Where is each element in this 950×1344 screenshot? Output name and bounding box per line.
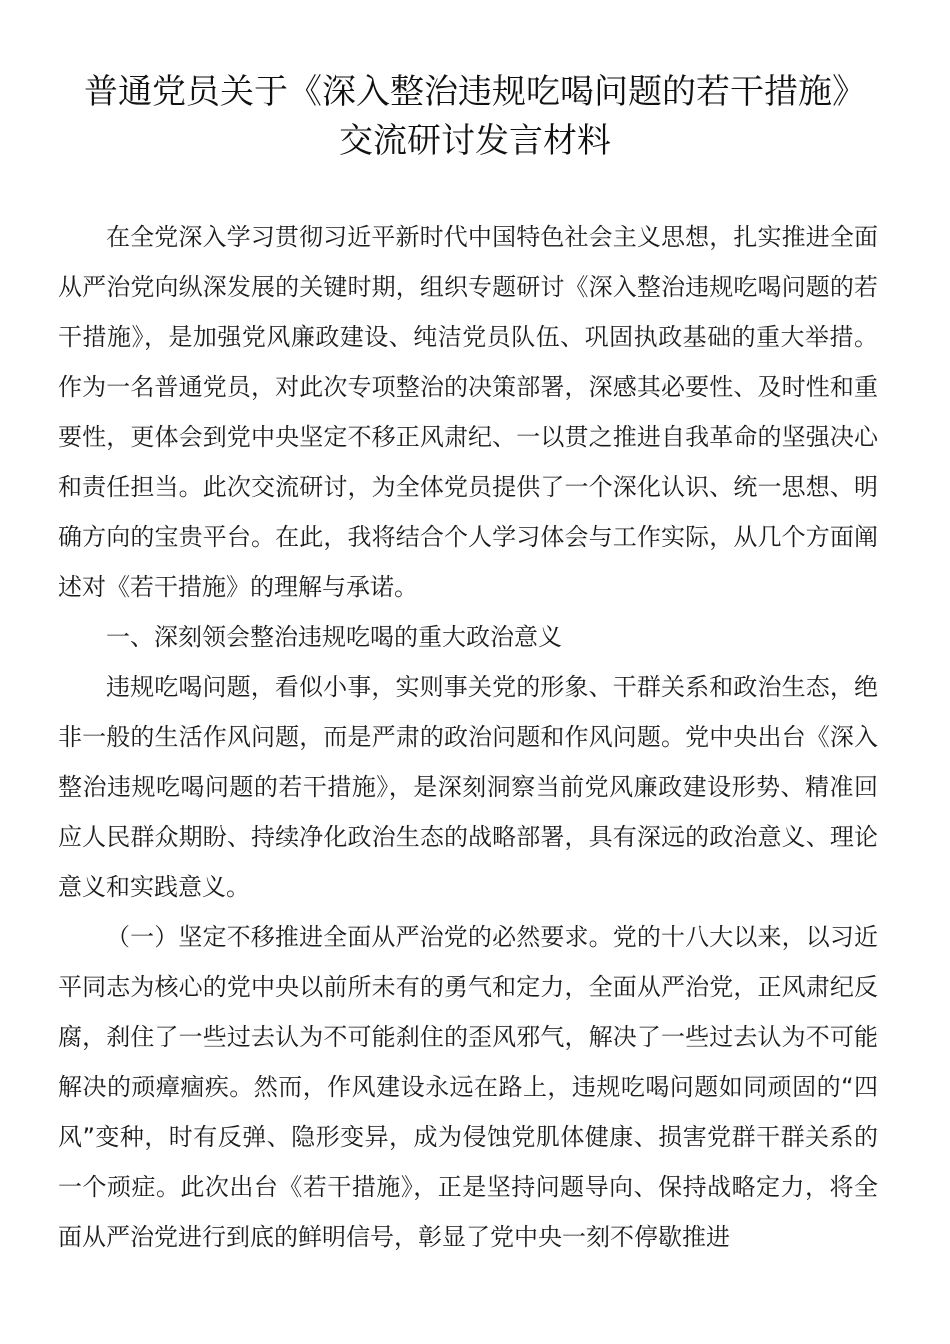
paragraph-section-1: 违规吃喝问题，看似小事，实则事关党的形象、干群关系和政治生态，绝非一般的生活作风问题，而是严肃的政治问题和作风问题。党中央出台《深入整治违规吃喝问题的若干措施》，是深刻洞察当前党风廉政建设形势、精准回应人民群众期盼、持续净化政治生态的战略部署，具有深远的政治意义、理论意义和实践意义。 [58,673,878,901]
paragraph-intro: 在全党深入学习贯彻习近平新时代中国特色社会主义思想，扎实推进全面从严治党向纵深发展的关键时期，组织专题研讨《深入整治违规吃喝问题的若干措施》，是加强党风廉政建设、纯洁党员队伍、巩固执政基础的重大举措。作为一名普通党员，对此次专项整治的决策部署，深感其必要性、及时性和重要性，更体会到党中央坚定不移正风肃纪、一以贯之推进自我革命的坚强决心和责任担当。此次交流研讨，为全体党员提供了一个深化认识、统一思想、明确方向的宝贵平台。在此，我将结合个人学习体会与工作实际，从几个方面阐述对《若干措施》的理解与承诺。 [58,223,878,601]
title-line-2: 交流研讨发言材料 [339,121,611,161]
document-body [58,212,878,1262]
section-heading-1: 一、深刻领会整治违规吃喝的重大政治意义 [106,623,562,651]
paragraph-subsection-1: （一）坚定不移推进全面从严治党的必然要求。党的十八大以来，以习近平同志为核心的党中央以前所未有的勇气和定力，全面从严治党，正风肃纪反腐，刹住了一些过去认为不可能刹住的歪风邪气，解决了一些过去认为不可能解决的顽瘴痼疾。然而，作风建设永远在路上，违规吃喝问题如同顽固的“四风”变种，时有反弹、隐形变异，成为侵蚀党肌体健康、损害党群干群关系的一个顽症。此次出台《若干措施》，正是坚持问题导向、保持战略定力，将全面从严治党进行到底的鲜明信号，彰显了党中央一刻不停歇推进 [58,923,878,1251]
document-title [40,68,910,166]
title-line-1: 普通党员关于《深入整治违规吃喝问题的若干措施》 [84,72,866,112]
